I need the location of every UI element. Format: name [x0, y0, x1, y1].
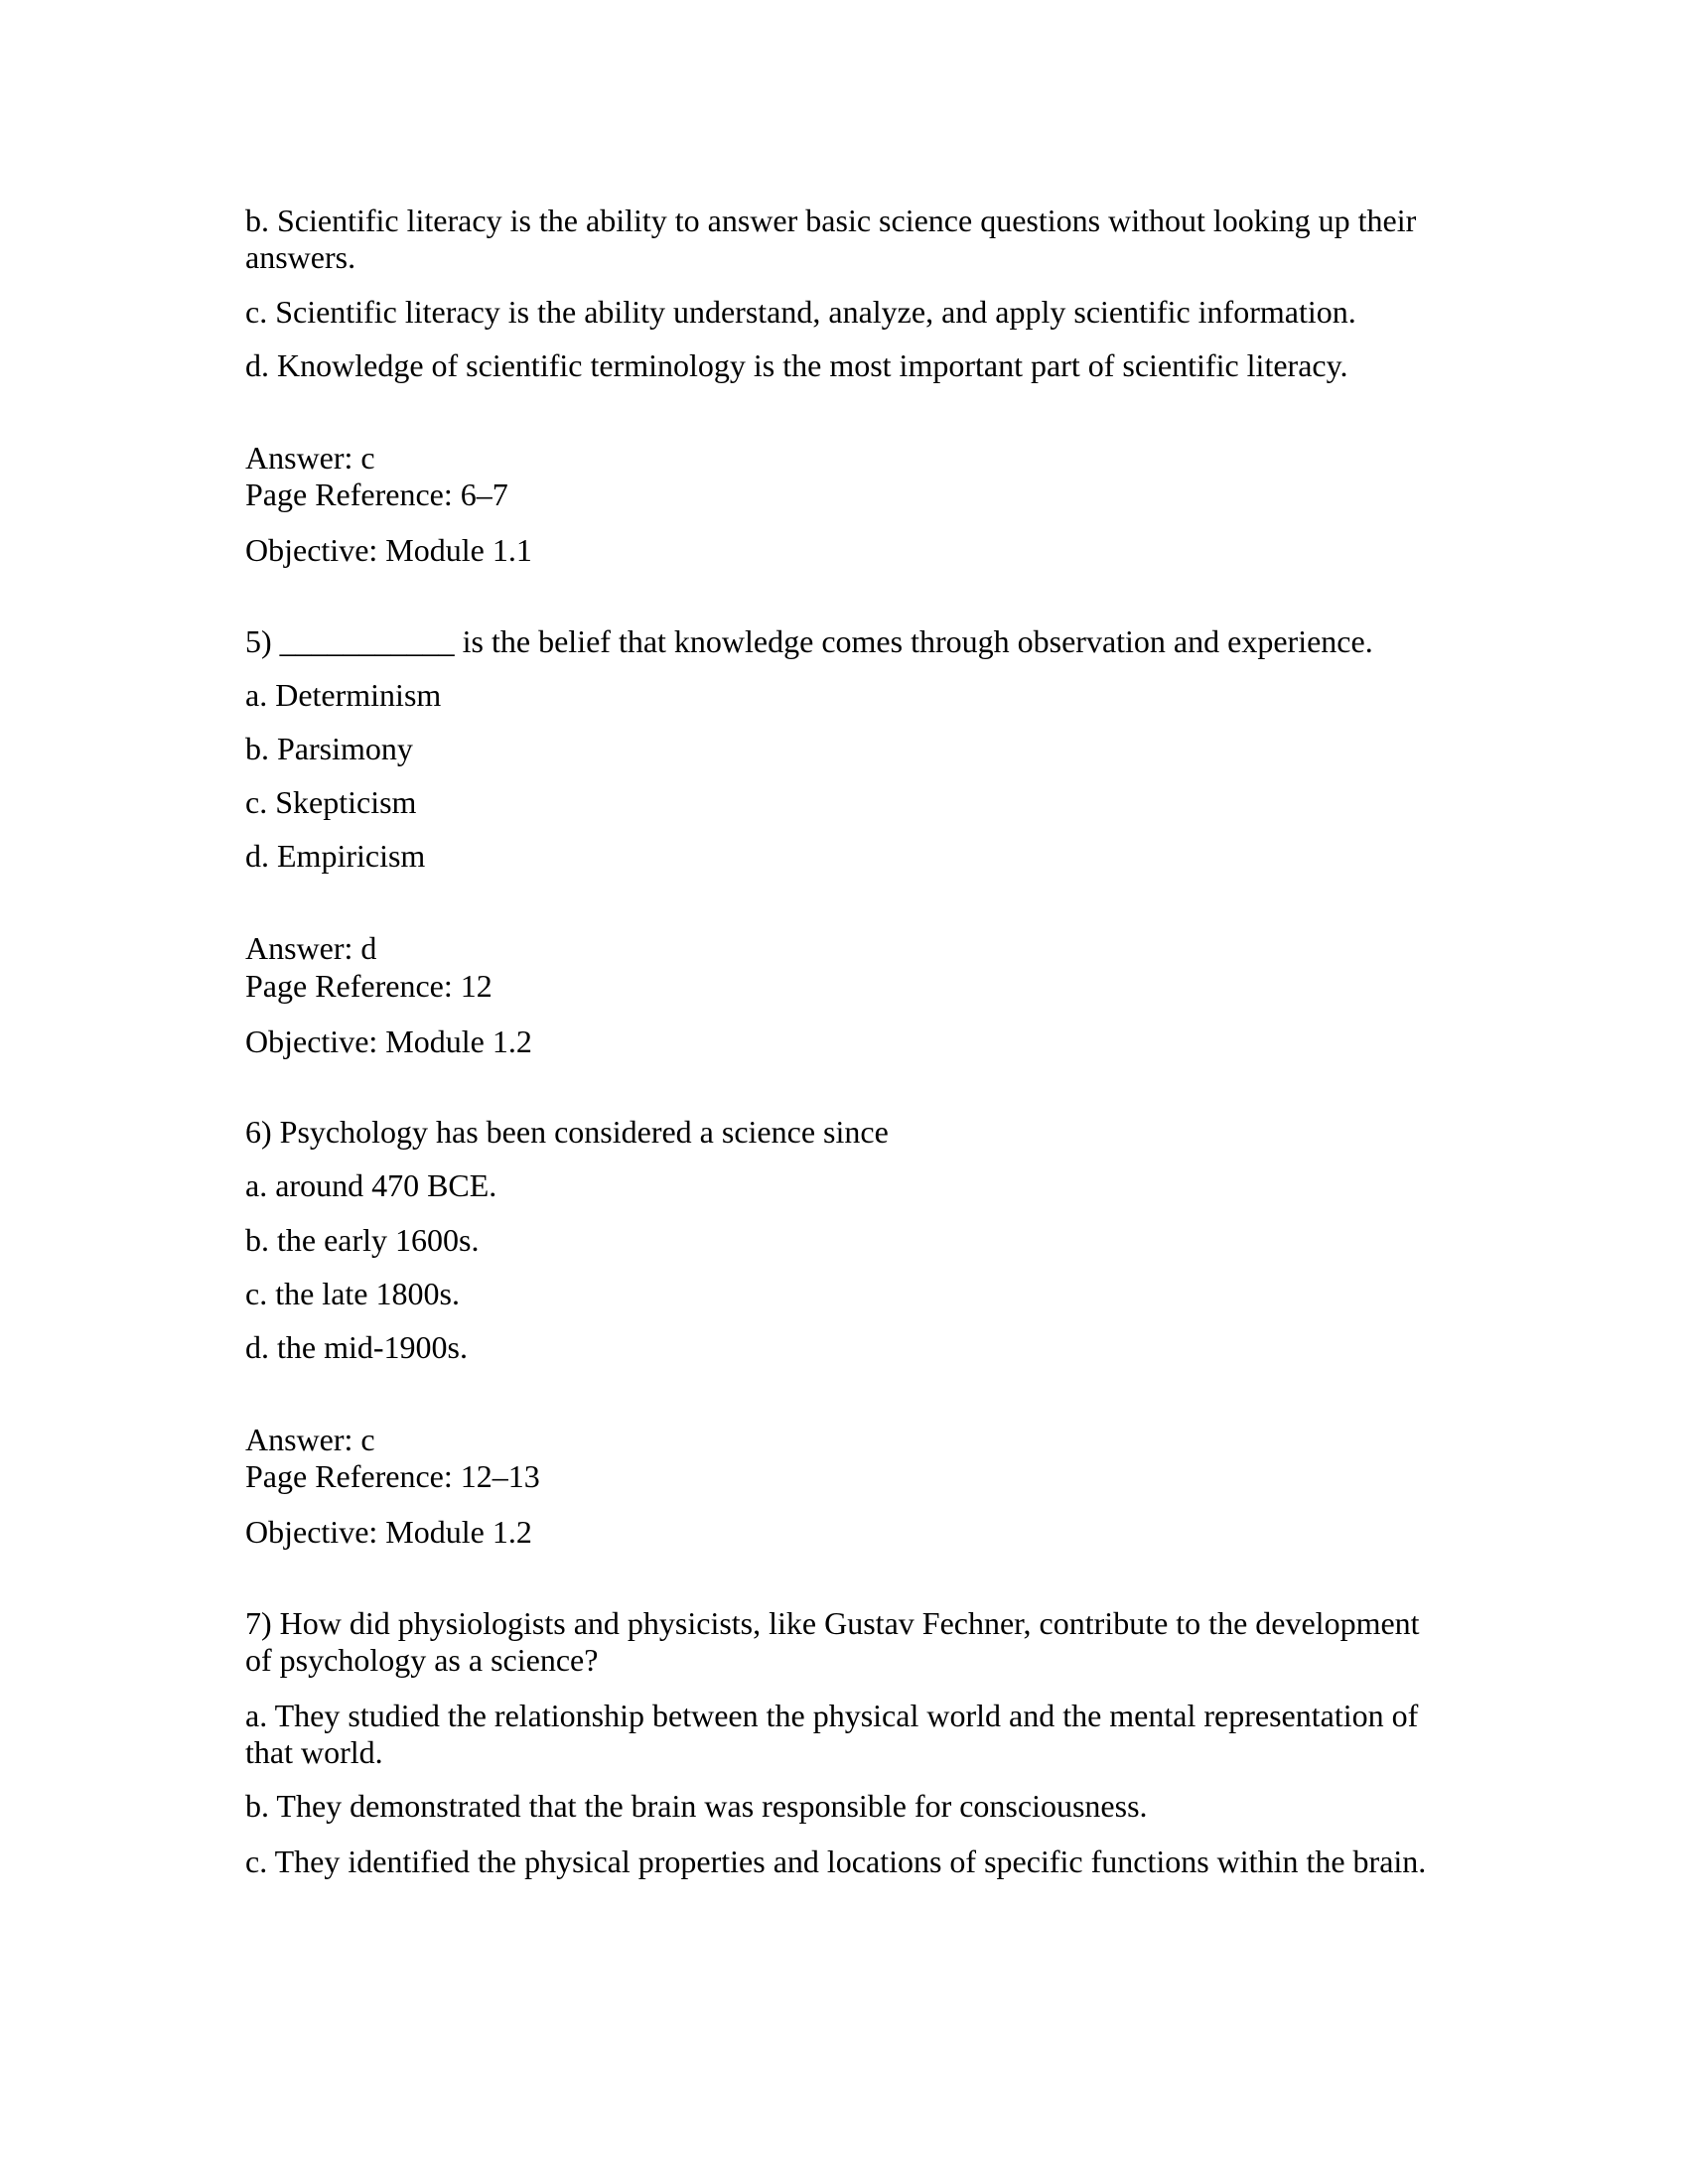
q4-page-reference: Page Reference: 6–7 — [245, 477, 508, 512]
q6-option-d: d. the mid-1900s. — [245, 1329, 468, 1365]
q5-answer: Answer: d — [245, 930, 377, 966]
q5-objective: Objective: Module 1.2 — [245, 1024, 532, 1059]
q4-option-d: d. Knowledge of scientific terminology is the most important part of scientific literacy. — [245, 347, 1348, 383]
q6-option-a: a. around 470 BCE. — [245, 1167, 497, 1203]
q4-answer: Answer: c — [245, 440, 375, 476]
q5-option-d: d. Empiricism — [245, 838, 426, 874]
q6-question: 6) Psychology has been considered a science since — [245, 1114, 889, 1150]
q5-option-c: c. Skepticism — [245, 784, 417, 820]
q6-option-c: c. the late 1800s. — [245, 1276, 460, 1311]
q7-option-b: b. They demonstrated that the brain was responsible for consciousness. — [245, 1788, 1148, 1824]
q5-page-reference: Page Reference: 12 — [245, 968, 492, 1004]
q5-option-b: b. Parsimony — [245, 731, 413, 766]
q6-option-b: b. the early 1600s. — [245, 1222, 480, 1258]
q6-answer: Answer: c — [245, 1422, 375, 1457]
q5-option-a: a. Determinism — [245, 677, 442, 713]
q5-question: 5) ___________ is the belief that knowledge comes through observation and experience. — [245, 623, 1373, 659]
q6-page-reference: Page Reference: 12–13 — [245, 1458, 540, 1494]
q4-option-c: c. Scientific literacy is the ability understand, analyze, and apply scientific information. — [245, 294, 1356, 330]
q7-option-a: a. They studied the relationship between the physical world and the mental representation of that world. — [245, 1698, 1419, 1770]
q7-question: 7) How did physiologists and physicists, like Gustav Fechner, contribute to the development of psychology as a science? — [245, 1605, 1420, 1678]
q6-objective: Objective: Module 1.2 — [245, 1514, 532, 1550]
q4-objective: Objective: Module 1.1 — [245, 532, 532, 568]
q7-option-c: c. They identified the physical properties and locations of specific functions within the brain. — [245, 1843, 1427, 1879]
q4-option-b: b. Scientific literacy is the ability to answer basic science questions without looking up their answers. — [245, 203, 1417, 275]
